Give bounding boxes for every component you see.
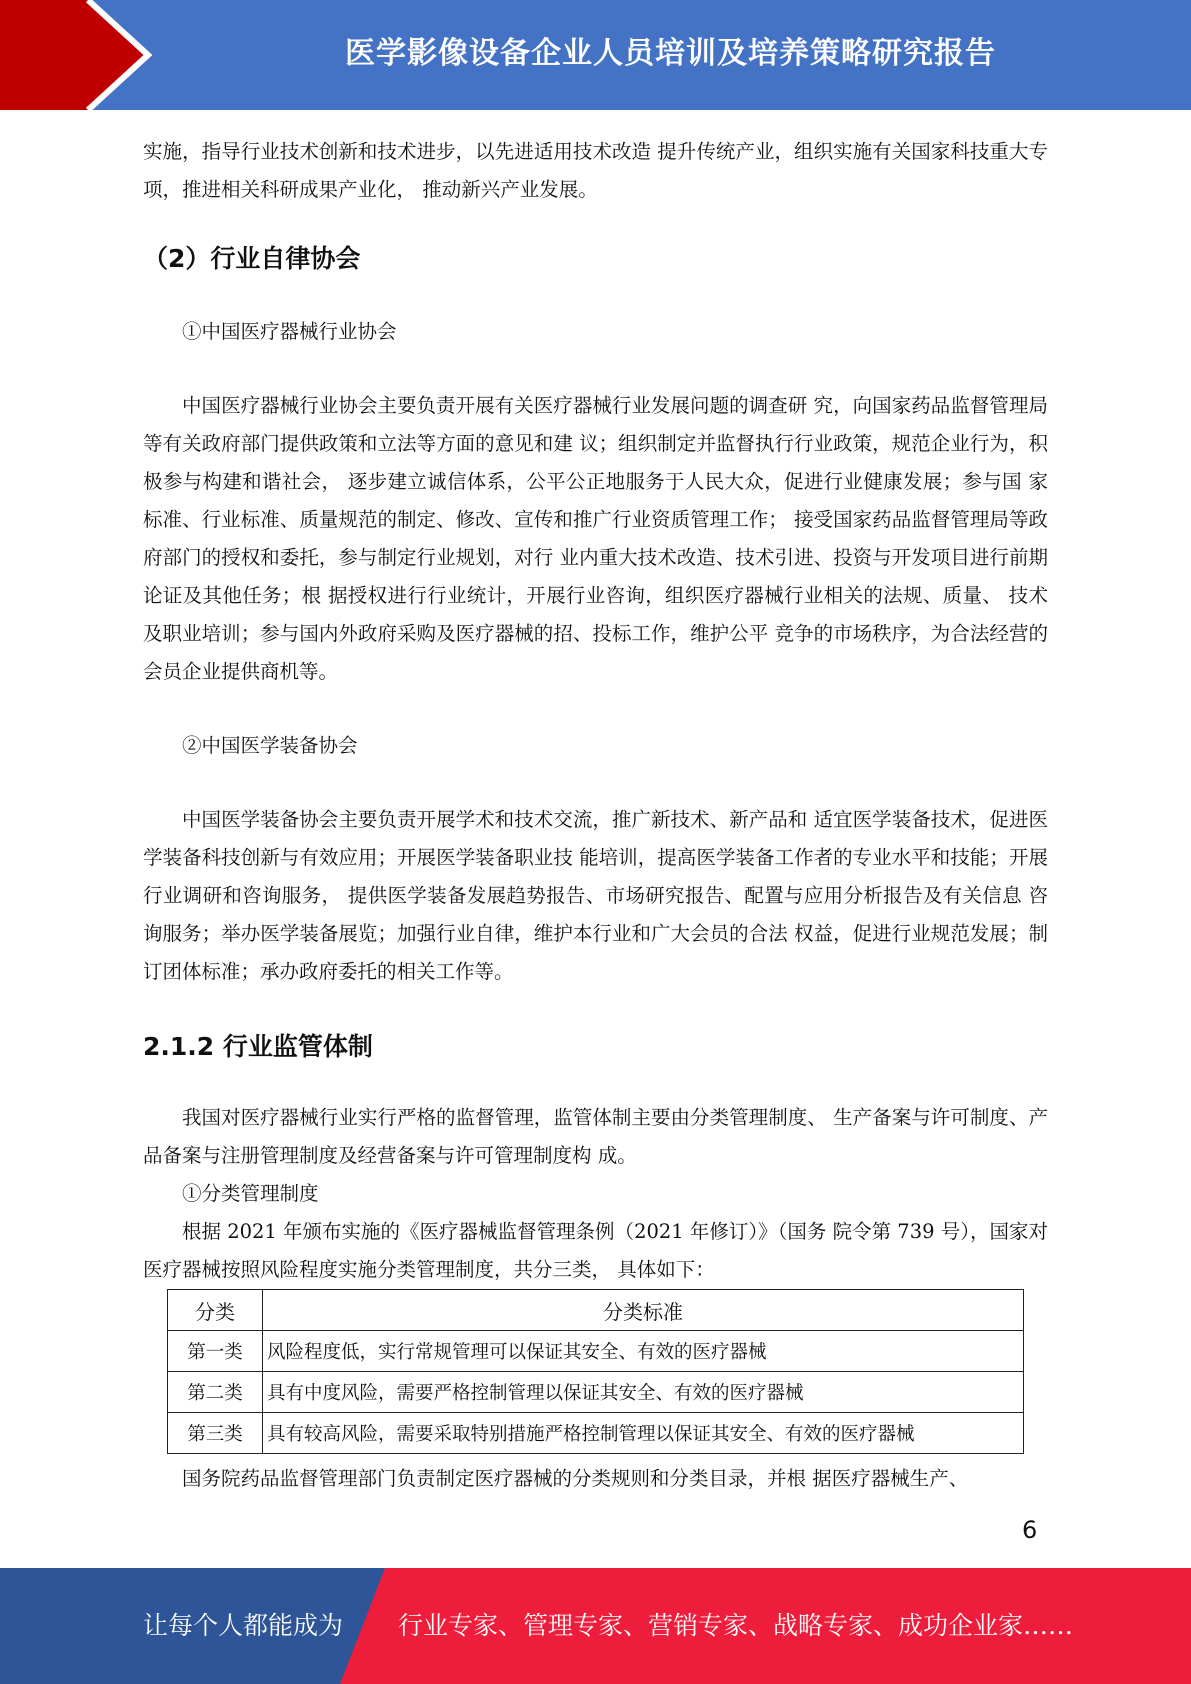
table-header-class: 分类 [168,1290,263,1331]
table-cell-class: 第二类 [168,1372,263,1413]
section-heading-associations: （2）行业自律协会 [143,244,361,273]
classification-table [167,1289,1024,1454]
subheading-classification: ①分类管理制度 [182,1182,319,1205]
table-cell-standard: 具有较高风险，需要采取特别措施严格控制管理以保证其安全、有效的医疗器械 [263,1413,1024,1454]
paragraph-classification-rules: 国务院药品监督管理部门负责制定医疗器械的分类规则和分类目录，并根 据医疗器械生产、 [182,1467,969,1490]
table-header-standard: 分类标准 [263,1290,1024,1331]
subheading-medical-equipment-association: ②中国医学装备协会 [182,734,358,757]
table-cell-class: 第一类 [168,1331,263,1372]
paragraph-regulatory-system: 我国对医疗器械行业实行严格的监督管理，监管体制主要由分类管理制度、 生产备案与许可制度、产品备案与注册管理制度及经营备案与许可管理制度构 成。 [143,1106,1048,1167]
section-heading-2-1-2: 2.1.2 行业监管体制 [143,1032,373,1061]
table-cell-standard: 具有中度风险，需要严格控制管理以保证其安全、有效的医疗器械 [263,1372,1024,1413]
table-cell-class: 第三类 [168,1413,263,1454]
table-row [168,1331,1024,1372]
paragraph-regulation-basis: 根据 2021 年颁布实施的《医疗器械监督管理条例（2021 年修订）》（国务 院令第 739 号），国家对医疗器械按照风险程度实施分类管理制度，共分三类， 具体如下： [143,1220,1048,1281]
footer-slogan-right: 行业专家、管理专家、营销专家、战略专家、成功企业家…… [398,1611,1074,1640]
table-row [168,1413,1024,1454]
paragraph-intro: 实施，指导行业技术创新和技术进步，以先进适用技术改造 提升传统产业，组织实施有关国家科技重大专项，推进相关科研成果产业化， 推动新兴产业发展。 [143,140,1048,201]
table-row [168,1372,1024,1413]
paragraph-medical-equipment-association: 中国医学装备协会主要负责开展学术和技术交流，推广新技术、新产品和 适宜医学装备技术，促进医学装备科技创新与有效应用；开展医学装备职业技 能培训，提高医学装备工作者的专业水平和技能；开展行业调研和咨询服务， 提供医学装备发展趋势报告、市场研究报告、配置与应用分析报告及有关信息 咨询服务；举办医学装备展览；加强行业自律，维护本行业和广大会员的合法 权益，促进行业规范发展；制订团体标准；承办政府委托的相关工作等。 [143,808,1048,983]
page-number: 6 [1022,1516,1038,1544]
table-header-row [168,1290,1024,1331]
subheading-medical-device-association: ①中国医疗器械行业协会 [182,320,397,343]
paragraph-medical-device-association: 中国医疗器械行业协会主要负责开展有关医疗器械行业发展问题的调查研 究，向国家药品监督管理局等有关政府部门提供政策和立法等方面的意见和建 议；组织制定并监督执行行业政策，规范企业行为，积极参与构建和谐社会， 逐步建立诚信体系，公平公正地服务于人民大众，促进行业健康发展；参与国 家标准、行业标准、质量规范的制定、修改、宣传和推广行业资质管理工作； 接受国家药品监督管理局等政府部门的授权和委托，参与制定行业规划，对行 业内重大技术改造、技术引进、投资与开发项目进行前期论证及其他任务；根 据授权进行行业统计，开展行业咨询，组织医疗器械行业相关的法规、质量、 技术及职业培训；参与国内外政府采购及医疗器械的招、投标工作，维护公平 竞争的市场秩序，为合法经营的会员企业提供商机等。 [143,394,1048,683]
page-footer [0,1568,1191,1684]
page-header [0,0,1191,110]
table-cell-standard: 风险程度低，实行常规管理可以保证其安全、有效的医疗器械 [263,1331,1024,1372]
footer-slogan-left: 让每个人都能成为 [143,1611,344,1640]
report-title: 医学影像设备企业人员培训及培养策略研究报告 [345,36,996,71]
page-content [143,133,1048,1498]
